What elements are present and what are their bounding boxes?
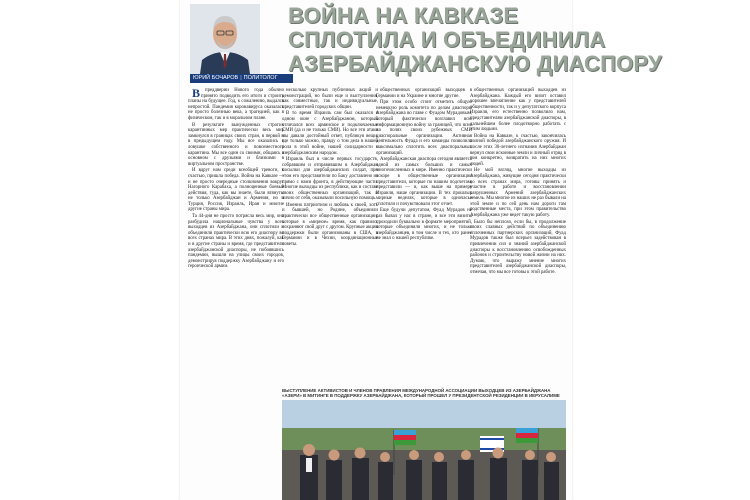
text-column-1 <box>188 88 284 500</box>
paragraph: Азербайджанская диаспора сегодня является одной из самых больших и самых многочисленных в мире. Именно практически вскоре в общественные организации представители, которые по нашим подсчетам, представили — и, как выше на примере Израиля, наше организации. В тех прошлых мирные неделях, которые в одночасье сплотили и почувствовали этот отчет. <box>376 157 472 207</box>
paragraph: При этом особо стоит отметить общую немецкую роль комитета по делам диаспоры Азербайджана во главе с Фуадом Мурадовым, который фактически возглавил всю информационную войну за границей, что ясно на полях своих рубежных СМИ диаспоральные организации. Активная деятельность Фуада и его команды позволила максимально сплотить всех диаспоральных организаций. <box>376 100 472 156</box>
paragraph: общественных организаций выходцев в Германии и на Украине и многие другие. <box>376 88 472 99</box>
author-role: ПОЛИТОЛОГ <box>243 75 278 81</box>
photo-caption: ВЫСТУПЛЕНИЕ АКТИВИСТОВ И ЧЛЕНОВ ПРАВЛЕНИЯ МЕЖДУНАРОДНОЙ АССОЦИАЦИИ ВЫХОДЦЕВ ИЗ АЗЕРБАЙДЖАНА «АЗЕРИ» В МИТИНГЕ В ПОДДЕРЖКУ АЗЕРБАЙДЖАНА, КОТОРЫЙ ПРОШЕЛ У ПРЕЗИДЕНТСКОЙ РЕЗИДЕНЦИИ В ИЕРУСАЛИМЕ <box>282 388 560 398</box>
paragraph: Впреддверии Нового года обычно принято подводить его итоги и строить планы на будущее. Год, к сожалению, выдался непростой. Пандемия коронавируса оказалась не просто болезнью века, а трагедией, как в физическом, так и в моральном плане. <box>188 86 284 121</box>
rally-photo-icon <box>282 400 566 500</box>
article-headline <box>288 3 662 76</box>
author-portrait-icon <box>190 4 260 74</box>
author-portrait <box>190 4 260 74</box>
text-column-2 <box>282 88 378 388</box>
paragraph: Израиль был в числе первых государств, собравшим и отправившим в Азербайджан посылки для азербайджанских солдат, при этом его представители по Баку доставлено из прямо с нами фронта, в действующие части. Многие выходцы из республики, как в составе своих общественных организаций, так и лично от себя, оказывали посильную помощь. <box>282 157 378 202</box>
paragraph: несколько крупных публичных акций и демонстраций, но были еще и выступления, как совместные, так и индивидуальные, представителей городских общин. <box>282 88 378 110</box>
headline-line-2: СПЛОТИЛА И ОБЪЕДИНИЛА <box>288 27 606 52</box>
paragraph: И вдруг нам среди всеобщей тревоги, к счастью, пришла победа. Война на Кавказе — и не просто очередные столкновения вокруг Нагорного Карабаха, а полноценные боевые действия, туда, как вы знаете, были втянуты не только Азербайджан и Армения, но и Турция, Россия, Израиль, Иран и многие другие страны мира. <box>188 168 284 213</box>
text-column-4 <box>470 88 566 388</box>
paragraph: общественных организаций выходцев из Азербайджана. Каждый его визит оставил хорошее впечатление как у представителей общественности, так и у депутатского корпуса Израиля, его естественно позволило нам, представителям азербайджанской диаспоры, в дальнейшем более плодотворно работать с этим людьми. <box>470 88 566 133</box>
paragraph: Именно патриотизм и любовь к своей, хоть и бывшей, но Родине, объединили практически все общественные организации, которые в «мирное» время, как правило, сохраняют свой друг с другом. Крупные акции поддержки были организованы в США, в Германии и в Чехии, координационные советы. <box>282 202 378 248</box>
paragraph: Не мой взгляд, многие выходцы из Азербайджана, живущие сегодня практически во всех странах мира, готовы принять и участие в работе и восстановлении разрушенных Армений азербайджанских земель. Мы многие из наших не раз бывали на этой земле и по сей день нам дороги там родственные места, при этом правительство Азербайджана уже ведет такую работу. <box>470 168 566 219</box>
headline-line-1: ВОЙНА НА КАВКАЗЕ <box>288 3 519 28</box>
paragraph: Еще будучи депутатом, Фуад Мурадов не раз бывал у нас в стране, и все эти визиты проходили буквально в формате мероприятий, которые объединяли многих, и не только азербайджанцев, в том числе и тех, кто ранее не знал о нашей республике. <box>376 208 472 242</box>
paragraph: В то время Израиль сам был оказался в одном окне с Азербайджаном, который отличался всех армянское и подключаемые СМИ (да и не только СМИ). Но все эти атаки мы давали достойный ответ, публикуя вещи, где только можно, правду о том дела в нашей рола в этой войне, нашей солидарности с азербайджанским народом. <box>282 111 378 156</box>
magazine-page <box>180 0 662 500</box>
paragraph: В результате вынужденных строгих карантинных мер практически весь мир замкнулся в границах своих стран, в первой и в предыдущем году. Мы все оказались в ловушке собственного и повсеместного карантина. Мы все один со своими, общаясь в основном с друзьями и близкими в виртуальном пространстве. <box>188 122 284 167</box>
text-column-3 <box>376 88 472 388</box>
paragraph: Та 44-дня не просто потрясла весь мир, она разбудила национальные чувства у всех выходцев из Азербайджана, они сплотили и объединили практически всю его диаспору во всех странах мира. В этих днях, пожалуй, как и в другие страны и время, где представители азербайджанской диаспоры, не побоявшись пандемии, вышли на улицы своих городов, демонстрируя поддержку Азербайджану и его героической армии. <box>188 214 284 270</box>
author-byline: ЮРИЙ БОЧАРОВ | ПОЛИТОЛОГ <box>190 74 293 83</box>
author-name: ЮРИЙ БОЧАРОВ <box>193 75 239 81</box>
headline-line-3: АЗЕРБАЙДЖАНСКУЮ ДИАСПОРУ <box>288 51 662 76</box>
rally-photo <box>282 400 566 500</box>
paragraph: Было бы неплохо, если бы, в продолжение своих славных действий по объединению сплоченных партнерских организаций, Фуад Мурадов также был всерьез задействован в привлечении сил и знаний азербайджанской диаспоры к восстановлению освобожденных районов и строительству новой жизни на них. Думаю, что выражу мнение многих представителей азербайджанской диаспоры, отмечая, что мы все готовы к этой работе. <box>470 219 566 275</box>
paragraph: Война на Кавказе, к счастью, закончилась полной победой азербайджанского оружия. И после этих 30-летнего изгнания Азербайджан вернул свои исконные земли и личный отряд в том конкретно, возвратить на них многих людей. <box>470 133 566 167</box>
